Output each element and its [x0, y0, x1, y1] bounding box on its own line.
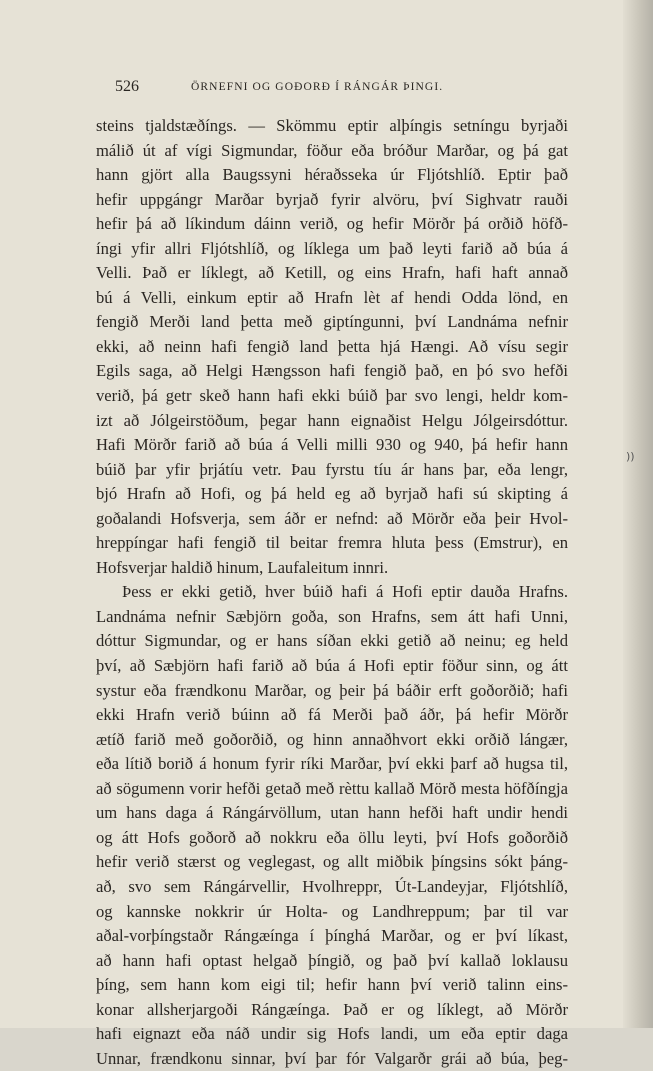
text-line: hafi eignazt eða náð undir sig Hofs landi, um eða eptir daga — [96, 1024, 568, 1044]
text-line: Þess er ekki getið, hver búið hafi á Hofi eptir dauða Hrafns. — [122, 582, 568, 602]
body-text — [96, 114, 568, 1071]
text-line: búið þar yfir þrjátíu vetr. Þau fyrstu tíu ár hans þar, eða lengr, — [96, 459, 568, 479]
text-line: málið út af vígi Sigmundar, föður eða bróður Marðar, og þá gat — [96, 140, 568, 160]
text-line: dóttur Sigmundar, og er hans síðan ekki getið að neinu; eg held — [96, 631, 568, 651]
text-line: þíng, sem hann kom eigi til; hefir hann því verið talinn eins- — [96, 975, 568, 995]
text-line: aðal-vorþíngstaðr Rángæínga í þínghá Marðar, og er því líkast, — [96, 926, 568, 946]
text-line: hefir þá að líkindum dáinn verið, og hefir Mörðr þá orðið höfð- — [96, 214, 568, 234]
page-header — [97, 78, 531, 100]
text-line: Landnáma nefnir Sæbjörn goða, son Hrafns, sem átt hafi Unni, — [96, 606, 568, 626]
text-line: og kannske nokkrir úr Holta- og Landhreppum; þar til var — [96, 901, 568, 921]
text-line: systur eða frændkonu Marðar, og þeir þá báðir erft goðorðið; hafi — [96, 680, 568, 700]
page-number: 526 — [115, 78, 139, 95]
running-title: ÖRNEFNI OG GOÐORÐ Í RÁNGÁR ÞINGI. — [191, 81, 444, 93]
text-line: hefir verið stærst og veglegast, og allt miðbik þíngsins sókt þáng- — [96, 852, 568, 872]
text-line: eða lítið borið á honum fyrir ríki Marðar, því ekki þarf að hugsa til, — [96, 754, 568, 774]
text-line: verið, þá getr skeð hann hafi ekki búið þar svo lengi, heldr kom- — [96, 386, 568, 406]
text-line: ekki Hrafn verið búinn að fá Merði það áðr, þá hefir Mörðr — [96, 705, 568, 725]
text-line: hefir uppgángr Marðar byrjað fyrir alvöru, því Sighvatr rauði — [96, 189, 568, 209]
text-line: bú á Velli, einkum eptir að Hrafn lèt af hendi Odda lönd, en — [96, 287, 568, 307]
page-gutter-shadow — [623, 0, 653, 1028]
text-line: því, að Sæbjörn hafi farið að búa á Hofi eptir föður sinn, og átt — [96, 656, 568, 676]
text-line: steins tjaldstæðíngs. — Skömmu eptir alþíngis setníngu byrjaði — [96, 116, 568, 135]
text-line: goðalandi Hofsverja, sem áðr er nefnd: að Mörðr eða þeir Hvol- — [96, 508, 568, 528]
text-line: að, svo sem Rángárvellir, Hvolhreppr, Út-Landeyjar, Fljótshlíð, — [96, 876, 568, 896]
text-line: hann gjört alla Baugssyni héraðsseka úr Fljótshlíð. Eptir það — [96, 165, 568, 185]
text-line: Velli. Það er líklegt, að Ketill, og eins Hrafn, hafi haft annað — [96, 263, 568, 283]
text-line: konar allsherjargoði Rángæínga. Það er og líklegt, að Mörðr — [96, 999, 568, 1019]
text-line: að sögumenn vorir hefði getað með rèttu kallað Mörð mesta höfðíngja — [96, 778, 568, 798]
text-line: ætíð farið með goðorðið, og hinn annaðhvort ekki orðið lángær, — [96, 729, 568, 749]
text-line: izt að Jólgeirstöðum, þegar hann eignaðist Helgu Jólgeirsdóttur. — [96, 410, 568, 430]
text-line: og átt Hofs goðorð að nokkru eða öllu leyti, því Hofs goðorðið — [96, 827, 568, 847]
text-line: bjó Hrafn að Hofi, og þá held eg að byrjað hafi sú skipting á — [96, 484, 568, 504]
text-line: hreppíngar hafi fengið til beitar fremra hluta þess (Emstrur), en — [96, 533, 568, 553]
text-line: ekki, að neinn hafi fengið land þetta hjá Hængi. Að vísu segir — [96, 336, 568, 356]
text-line: íngi yfir allri Fljótshlíð, og líklega um það leyti farið að búa á — [96, 238, 568, 258]
text-line: Hofsverjar haldið hinum, Laufaleitum innri. — [96, 557, 389, 577]
text-line: Hafi Mörðr farið að búa á Velli milli 930 og 940, þá hefir hann — [96, 435, 568, 455]
text-line: Unnar, frændkonu sinnar, því þar fór Valgarðr grái að búa, þeg- — [96, 1048, 568, 1068]
text-line: fengið Merði land þetta með giptíngunni, því Landnáma nefnir — [96, 312, 568, 332]
margin-mark: )) — [626, 450, 635, 463]
text-line: Egils saga, að Helgi Hængsson hafi fengið það, en þó svo hefði — [96, 361, 568, 381]
text-line: um hans daga á Rángárvöllum, utan hann hefði haft undir hendi — [96, 803, 568, 823]
text-line: að hann hafi optast helgað þíngið, og það því kallað loklausu — [96, 950, 568, 970]
